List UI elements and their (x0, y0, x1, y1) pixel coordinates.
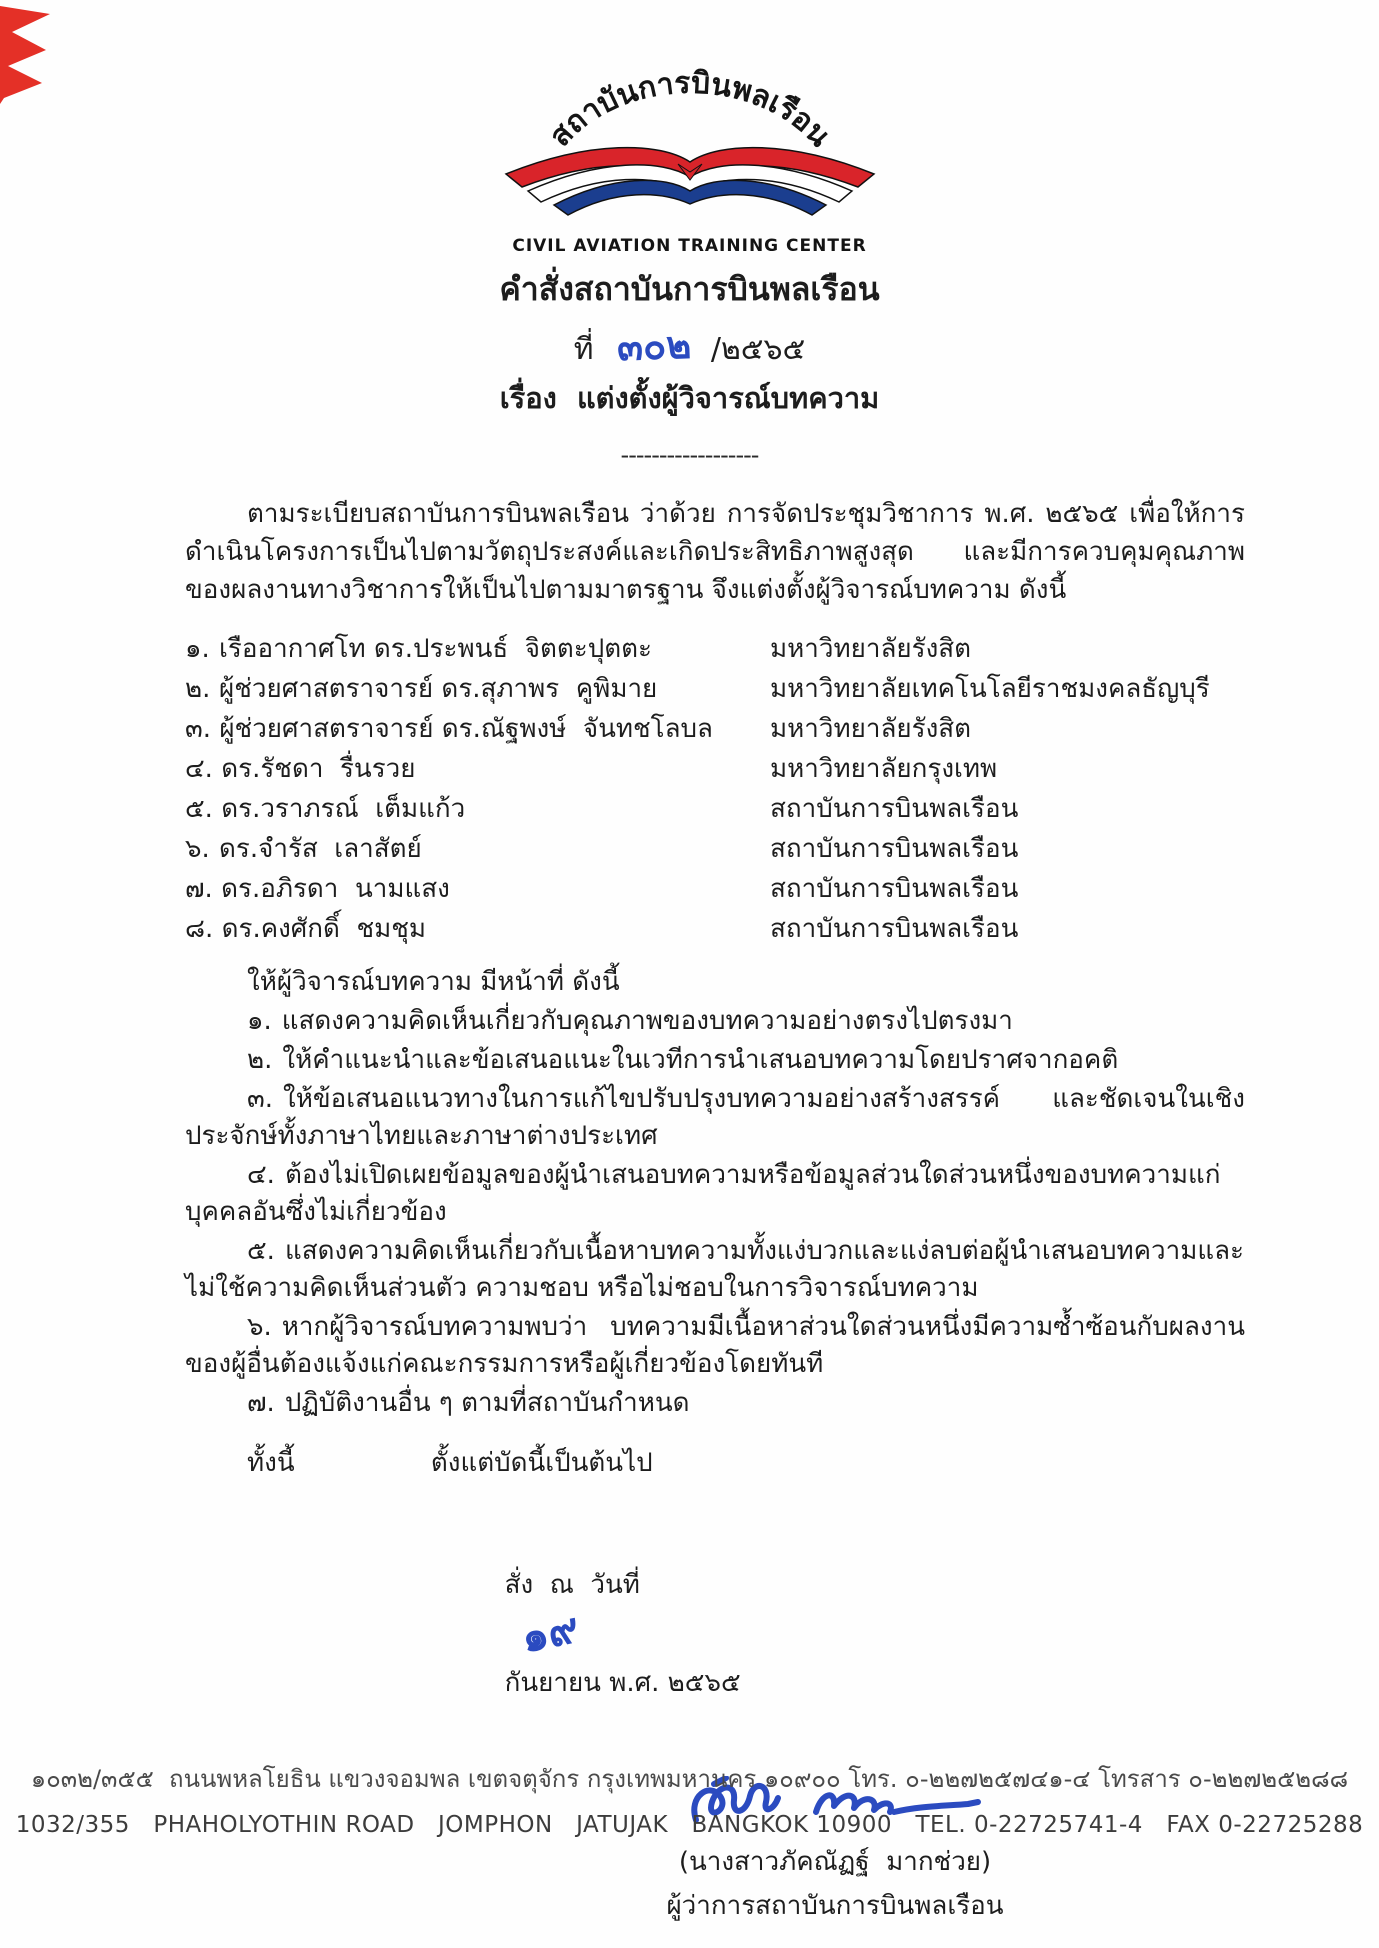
reviewer-row (185, 709, 1245, 749)
duty-text: ปฏิบัติงานอื่น ๆ ตามที่สถาบันกำหนด (284, 1388, 690, 1418)
duty-item (185, 1081, 1245, 1155)
reviewer-row (185, 829, 1245, 869)
reviewer-affiliation: มหาวิทยาลัยรังสิต (770, 714, 972, 744)
reviewer-name: ดร.รัชดา รื่นรวย (221, 754, 416, 784)
order-date-suffix: กันยายน พ.ศ. ๒๕๖๕ (504, 1668, 741, 1698)
duty-number: ๔. (247, 1160, 275, 1190)
org-name-english: CIVIL AVIATION TRAINING CENTER (512, 236, 867, 256)
reviewer-affiliation: มหาวิทยาลัยรังสิต (770, 634, 972, 664)
subject-line: เรื่อง แต่งตั้งผู้วิจารณ์บทความ (499, 381, 880, 415)
order-number-handwritten: ๓๐๒ (616, 322, 693, 370)
reviewer-row (185, 869, 1245, 909)
duty-text: แสดงความคิดเห็นเกี่ยวกับคุณภาพของบทความอย่างตรงไปตรงมา (281, 1006, 1013, 1036)
reviewer-affiliation: สถาบันการบินพลเรือน (770, 874, 1019, 904)
reviewer-affiliation: มหาวิทยาลัยเทคโนโลยีราชมงคลธัญบุรี (770, 674, 1210, 704)
duty-text: ให้ข้อเสนอแนวทางในการแก้ไขปรับปรุงบทความอย่างสร้างสรรค์ และชัดเจนในเชิงประจักษ์ทั้งภาษาไทยและภาษาต่างประเทศ (185, 1084, 1245, 1151)
catc-logo (490, 56, 890, 234)
reviewer-name: ดร.จำรัส เลาสัตย์ (219, 834, 422, 864)
order-number-year: /๒๕๖๕ (710, 332, 806, 367)
reviewer-number: ๓. (185, 714, 220, 744)
reviewer-name: ดร.วราภรณ์ เต็มแก้ว (221, 794, 466, 824)
duty-item (185, 1233, 1245, 1307)
footer (0, 1756, 1379, 1848)
reviewer-affiliation: สถาบันการบินพลเรือน (770, 834, 1019, 864)
duty-number: ๖. (247, 1312, 272, 1342)
order-number-prefix: ที่ (573, 332, 594, 367)
duty-item (185, 1385, 1245, 1422)
duty-text: ให้คำแนะนำและข้อเสนอแนะในเวทีการนำเสนอบทความโดยปราศจากอคติ (282, 1045, 1119, 1075)
document-body (0, 495, 1379, 1926)
document-header (0, 0, 1379, 469)
reviewer-row (185, 909, 1245, 949)
duty-item (185, 1042, 1245, 1079)
reviewer-name: ผู้ช่วยศาสตราจารย์ ดร.ณัฐพงษ์ จันทชโลบล (219, 714, 713, 744)
duty-number: ๕. (247, 1236, 275, 1266)
reviewer-number: ๗. (185, 874, 222, 904)
order-number-line (0, 321, 1379, 371)
reviewer-number: ๘. (185, 914, 222, 944)
reviewer-name: ดร.คงศักดิ์ ชมชุม (221, 914, 427, 944)
duties-heading: ให้ผู้วิจารณ์บทความ มีหน้าที่ ดังนี้ (247, 967, 620, 997)
order-date-day-handwritten: ๑๙ (516, 1602, 583, 1663)
footer-address-english: 1032/355 PHAHOLYOTHIN ROAD JOMPHON JATUJAK BANGKOK 10900 TEL. 0-22725741-4 FAX 0-22725288 (15, 1812, 1364, 1838)
reviewer-name: เรืออากาศโท ดร.ประพนธ์ จิตตะปุตตะ (219, 634, 652, 664)
reviewer-name: ดร.อภิรดา นามแสง (221, 874, 450, 904)
duty-number: ๗. (247, 1388, 275, 1418)
effective-line (185, 1444, 1245, 1482)
order-date-prefix: สั่ง ณ วันที่ (504, 1570, 640, 1600)
effective-label: ทั้งนี้ (247, 1448, 295, 1478)
duty-text: หากผู้วิจารณ์บทความพบว่า บทความมีเนื้อหาส่วนใดส่วนหนึ่งมีความซ้ำซ้อนกับผลงานของผู้อื่นต้องแจ้งแก่คณะกรรมการหรือผู้เกี่ยวข้องโดยทันที (185, 1312, 1245, 1379)
reviewer-number: ๑. (185, 634, 219, 664)
duty-item (185, 1309, 1245, 1383)
reviewer-row (185, 749, 1245, 789)
duty-number: ๑. (247, 1006, 272, 1036)
signatory-title: ผู้ว่าการสถาบันการบินพลเรือน (666, 1891, 1004, 1921)
reviewer-list (185, 629, 1245, 949)
duty-text: ต้องไม่เปิดเผยข้อมูลของผู้นำเสนอบทความหรือข้อมูลส่วนใดส่วนหนึ่งของบทความแก่บุคคลอันซึ่งไม่เกี่ยวข้อง (185, 1160, 1221, 1227)
duty-text: แสดงความคิดเห็นเกี่ยวกับเนื้อหาบทความทั้งแง่บวกและแง่ลบต่อผู้นำเสนอบทความและไม่ใช้ความคิดเห็นส่วนตัว ความชอบ หรือไม่ชอบในการวิจารณ์บทความ (185, 1236, 1245, 1303)
reviewer-number: ๕. (185, 794, 222, 824)
logo-arc-text: สถาบันการบินพลเรือน (542, 65, 837, 154)
reviewer-number: ๒. (185, 674, 219, 704)
signatory-name: (นางสาวภัคณัฏฐ์ มากช่วย) (678, 1847, 992, 1877)
reviewer-number: ๖. (185, 834, 219, 864)
reviewer-number: ๔. (185, 754, 222, 784)
order-date-line (185, 1516, 1245, 1752)
reviewer-row (185, 669, 1245, 709)
effective-text: ตั้งแต่บัดนี้เป็นต้นไป (430, 1448, 653, 1478)
duty-item (185, 1003, 1245, 1040)
red-corner-mark (0, 6, 58, 108)
reviewer-affiliation: สถาบันการบินพลเรือน (770, 914, 1019, 944)
intro-paragraph: ตามระเบียบสถาบันการบินพลเรือน ว่าด้วย การจัดประชุมวิชาการ พ.ศ. ๒๕๖๕ เพื่อให้การดำเนินโครงการเป็นไปตามวัตถุประสงค์และเกิดประสิทธิภาพสูงสุด และมีการควบคุมคุณภาพของผลงานทางวิชาการให้เป็นไปตามมาตรฐาน จึงแต่งตั้งผู้วิจารณ์บทความ ดังนี้ (185, 499, 1245, 605)
reviewer-row (185, 629, 1245, 669)
duty-number: ๓. (247, 1084, 274, 1114)
footer-address-thai: ๑๐๓๒/๓๕๕ ถนนพหลโยธิน แขวงจอมพล เขตจตุจักร กรุงเทพมหานคร ๑๐๙๐๐ โทร. ๐-๒๒๗๒๕๗๔๑-๔ โทรสาร ๐-๒๒๗๒๕๒๘๘ (30, 1765, 1349, 1793)
header-divider: ------------------ (620, 441, 759, 469)
reviewer-affiliation: สถาบันการบินพลเรือน (770, 794, 1019, 824)
duties-list (185, 1003, 1245, 1422)
logo-wings (506, 148, 874, 215)
reviewer-affiliation: มหาวิทยาลัยกรุงเทพ (770, 754, 998, 784)
reviewer-name: ผู้ช่วยศาสตราจารย์ ดร.สุภาพร คูพิมาย (219, 674, 658, 704)
duty-item (185, 1157, 1245, 1231)
order-title: คำสั่งสถาบันการบินพลเรือน (499, 270, 880, 308)
reviewer-row (185, 789, 1245, 829)
duty-number: ๒. (247, 1045, 273, 1075)
